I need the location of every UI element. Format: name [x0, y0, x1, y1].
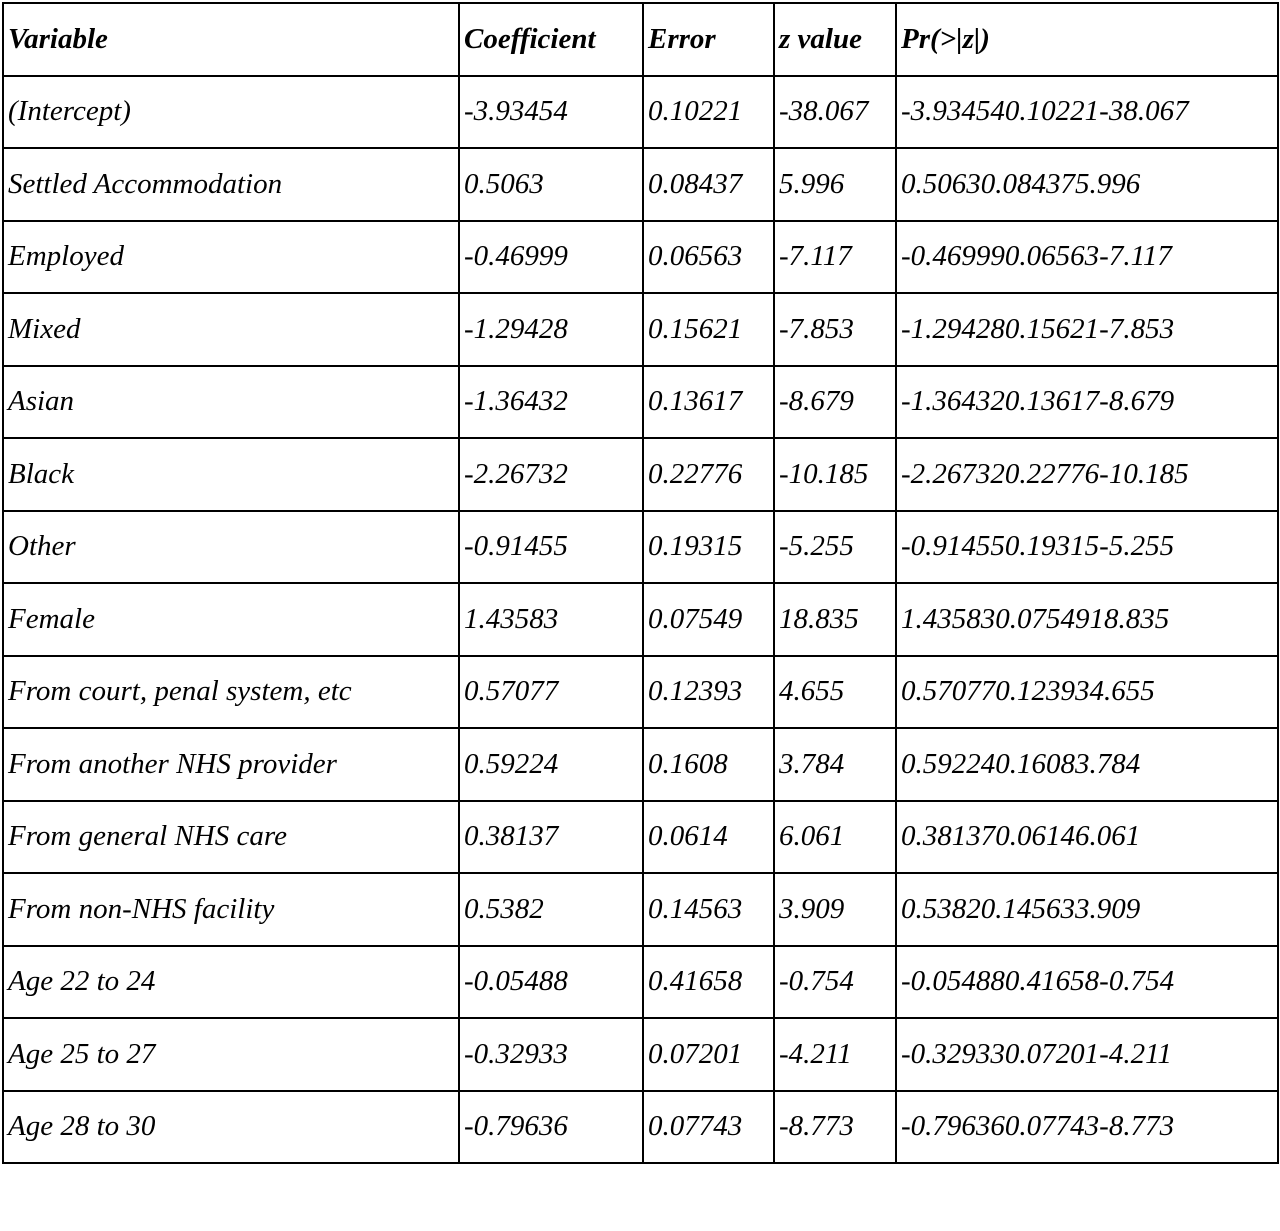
p-value-cell: 0.50630.084375.996 — [896, 148, 1278, 221]
coefficient-cell: -0.05488 — [459, 946, 643, 1019]
table-body — [3, 76, 1278, 1164]
variable-cell: From another NHS provider — [3, 728, 459, 801]
header-error: Error — [643, 3, 774, 76]
variable-cell: From court, penal system, etc — [3, 656, 459, 729]
table-row — [3, 511, 1278, 584]
coefficient-cell: 1.43583 — [459, 583, 643, 656]
p-value-cell: -1.294280.15621-7.853 — [896, 293, 1278, 366]
z-value-cell: 3.784 — [774, 728, 896, 801]
header-variable: Variable — [3, 3, 459, 76]
header-row — [3, 3, 1278, 76]
z-value-cell: -10.185 — [774, 438, 896, 511]
error-cell: 0.07743 — [643, 1091, 774, 1164]
error-cell: 0.13617 — [643, 366, 774, 439]
p-value-cell: 0.592240.16083.784 — [896, 728, 1278, 801]
table-row — [3, 1091, 1278, 1164]
variable-cell: From non-NHS facility — [3, 873, 459, 946]
p-value-cell: -2.267320.22776-10.185 — [896, 438, 1278, 511]
p-value-cell: -0.054880.41658-0.754 — [896, 946, 1278, 1019]
error-cell: 0.06563 — [643, 221, 774, 294]
error-cell: 0.08437 — [643, 148, 774, 221]
coefficient-cell: -1.36432 — [459, 366, 643, 439]
z-value-cell: -5.255 — [774, 511, 896, 584]
table-row — [3, 873, 1278, 946]
error-cell: 0.14563 — [643, 873, 774, 946]
variable-cell: Age 28 to 30 — [3, 1091, 459, 1164]
z-value-cell: 3.909 — [774, 873, 896, 946]
p-value-cell: -0.329330.07201-4.211 — [896, 1018, 1278, 1091]
table-row — [3, 656, 1278, 729]
z-value-cell: -7.117 — [774, 221, 896, 294]
coefficient-cell: -2.26732 — [459, 438, 643, 511]
table-row — [3, 728, 1278, 801]
z-value-cell: 4.655 — [774, 656, 896, 729]
header-coefficient: Coefficient — [459, 3, 643, 76]
table-row — [3, 76, 1278, 149]
variable-cell: Age 25 to 27 — [3, 1018, 459, 1091]
variable-cell: Black — [3, 438, 459, 511]
table-row — [3, 1018, 1278, 1091]
variable-cell: Employed — [3, 221, 459, 294]
error-cell: 0.41658 — [643, 946, 774, 1019]
error-cell: 0.07549 — [643, 583, 774, 656]
table-row — [3, 438, 1278, 511]
variable-cell: Mixed — [3, 293, 459, 366]
error-cell: 0.15621 — [643, 293, 774, 366]
variable-cell: Asian — [3, 366, 459, 439]
z-value-cell: -8.773 — [774, 1091, 896, 1164]
variable-cell: (Intercept) — [3, 76, 459, 149]
p-value-cell: 0.570770.123934.655 — [896, 656, 1278, 729]
variable-cell: Other — [3, 511, 459, 584]
p-value-cell: -0.469990.06563-7.117 — [896, 221, 1278, 294]
coefficient-cell: -0.91455 — [459, 511, 643, 584]
table-header — [3, 3, 1278, 76]
z-value-cell: -0.754 — [774, 946, 896, 1019]
p-value-cell: -0.914550.19315-5.255 — [896, 511, 1278, 584]
coefficient-cell: 0.5382 — [459, 873, 643, 946]
error-cell: 0.10221 — [643, 76, 774, 149]
z-value-cell: -4.211 — [774, 1018, 896, 1091]
table-row — [3, 946, 1278, 1019]
coefficient-cell: 0.5063 — [459, 148, 643, 221]
coefficient-cell: -3.93454 — [459, 76, 643, 149]
table-row — [3, 801, 1278, 874]
p-value-cell: -3.934540.10221-38.067 — [896, 76, 1278, 149]
table-row — [3, 293, 1278, 366]
p-value-cell: 0.53820.145633.909 — [896, 873, 1278, 946]
z-value-cell: 6.061 — [774, 801, 896, 874]
error-cell: 0.12393 — [643, 656, 774, 729]
coefficient-cell: -0.46999 — [459, 221, 643, 294]
z-value-cell: -38.067 — [774, 76, 896, 149]
variable-cell: Female — [3, 583, 459, 656]
p-value-cell: -1.364320.13617-8.679 — [896, 366, 1278, 439]
coefficient-cell: -0.79636 — [459, 1091, 643, 1164]
coefficient-cell: 0.38137 — [459, 801, 643, 874]
error-cell: 0.0614 — [643, 801, 774, 874]
variable-cell: Settled Accommodation — [3, 148, 459, 221]
error-cell: 0.22776 — [643, 438, 774, 511]
variable-cell: From general NHS care — [3, 801, 459, 874]
z-value-cell: 5.996 — [774, 148, 896, 221]
p-value-cell: 1.435830.0754918.835 — [896, 583, 1278, 656]
table-row — [3, 221, 1278, 294]
header-p-value: Pr(>|z|) — [896, 3, 1278, 76]
table-row — [3, 583, 1278, 656]
coefficient-cell: -1.29428 — [459, 293, 643, 366]
p-value-cell: -0.796360.07743-8.773 — [896, 1091, 1278, 1164]
coefficient-cell: 0.57077 — [459, 656, 643, 729]
p-value-cell: 0.381370.06146.061 — [896, 801, 1278, 874]
variable-cell: Age 22 to 24 — [3, 946, 459, 1019]
error-cell: 0.19315 — [643, 511, 774, 584]
table-row — [3, 148, 1278, 221]
coefficient-cell: 0.59224 — [459, 728, 643, 801]
regression-table — [2, 2, 1279, 1164]
error-cell: 0.1608 — [643, 728, 774, 801]
z-value-cell: -7.853 — [774, 293, 896, 366]
error-cell: 0.07201 — [643, 1018, 774, 1091]
table-row — [3, 366, 1278, 439]
z-value-cell: -8.679 — [774, 366, 896, 439]
coefficient-cell: -0.32933 — [459, 1018, 643, 1091]
header-z-value: z value — [774, 3, 896, 76]
z-value-cell: 18.835 — [774, 583, 896, 656]
